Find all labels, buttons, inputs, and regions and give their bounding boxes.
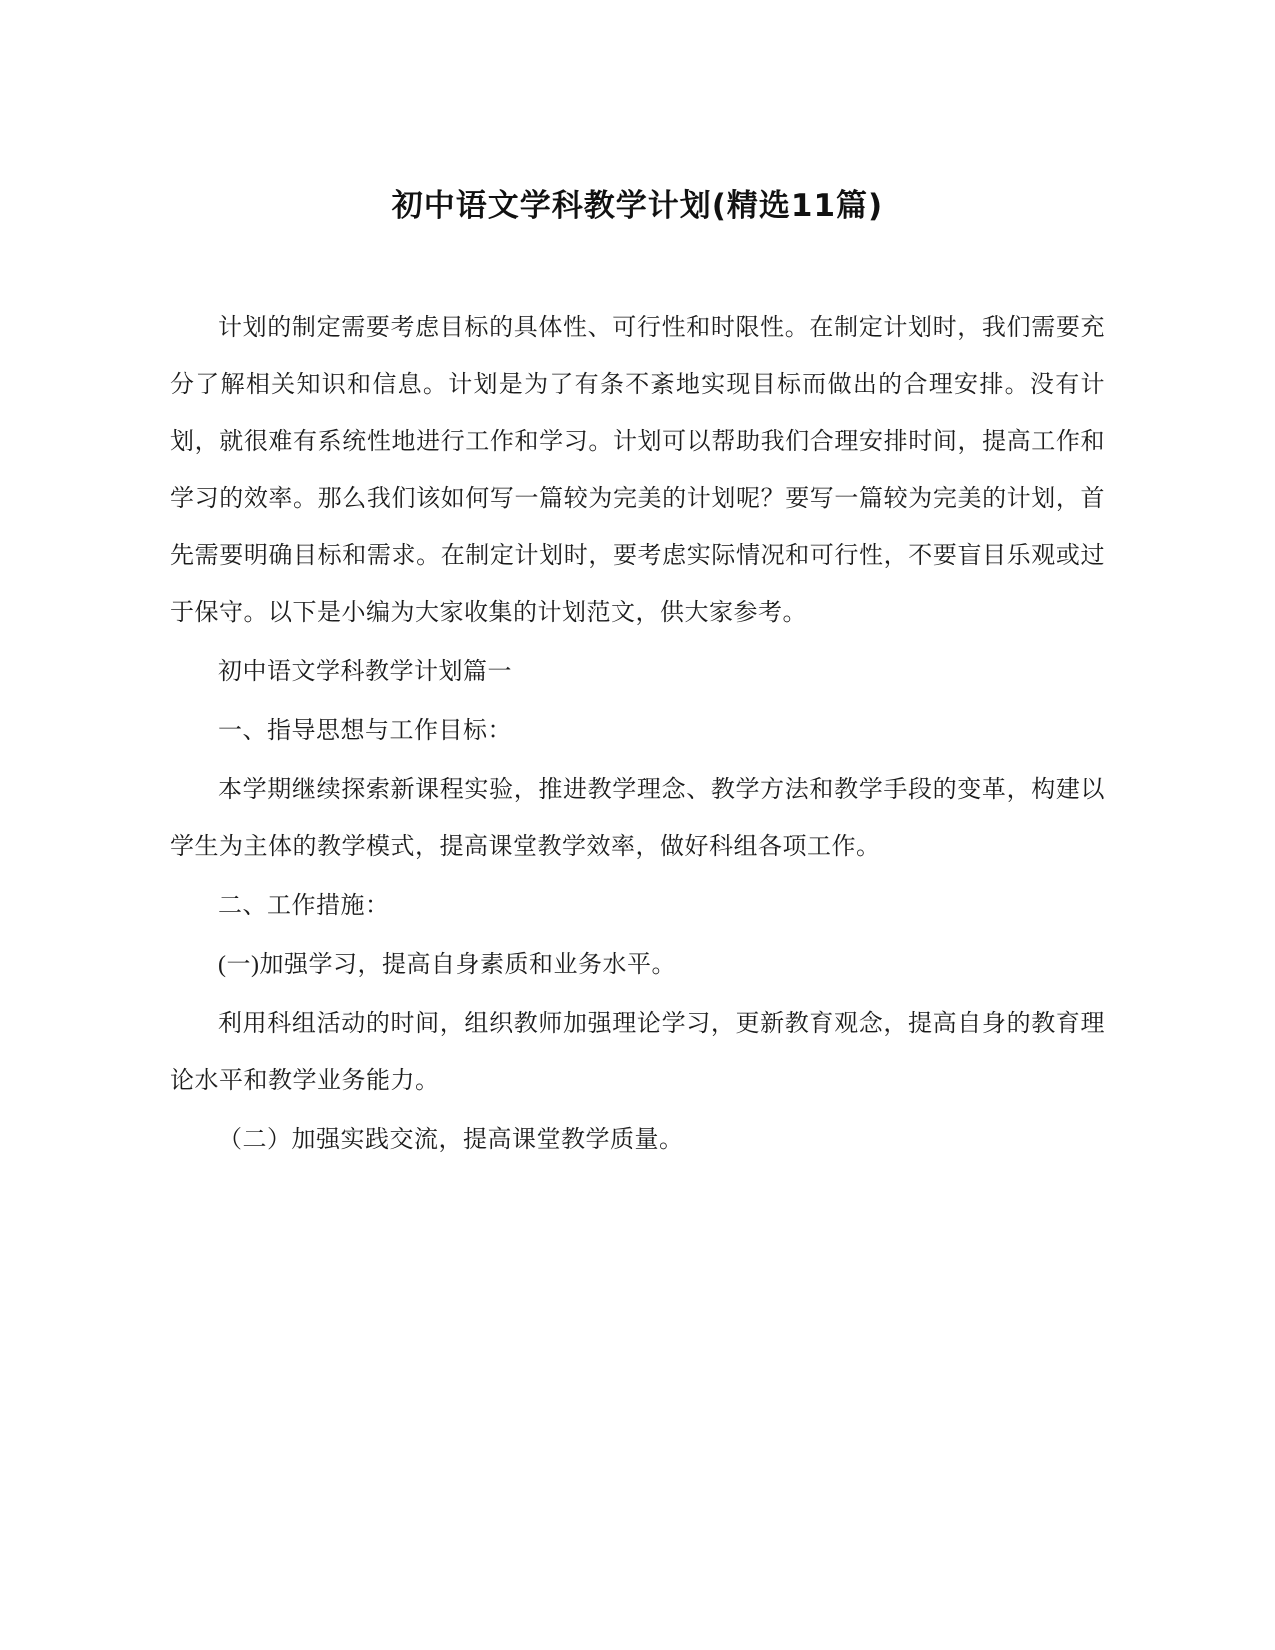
paragraph-intro: 计划的制定需要考虑目标的具体性、可行性和时限性。在制定计划时，我们需要充分了解相关知识和信息。计划是为了有条不紊地实现目标而做出的合理安排。没有计划，就很难有系统性地进行工作和学习。计划可以帮助我们合理安排时间，提高工作和学习的效率。那么我们该如何写一篇较为完美的计划呢？要写一篇较为完美的计划，首先需要明确目标和需求。在制定计划时，要考虑实际情况和可行性，不要盲目乐观或过于保守。以下是小编为大家收集的计划范文，供大家参考。 [170, 315, 1105, 627]
paragraph-section-heading-1: 初中语文学科教学计划篇一 [218, 659, 512, 686]
paragraph-measure-1-body: 利用科组活动的时间，组织教师加强理论学习，更新教育观念，提高自身的教育理论水平和教学业务能力。 [170, 1011, 1105, 1095]
paragraph-heading-work-measures: 二、工作措施： [218, 893, 390, 920]
paragraph-heading-guiding-ideology: 一、指导思想与工作目标： [218, 718, 512, 745]
document-body [170, 300, 1105, 1169]
paragraph-measure-1-title: (一)加强学习，提高自身素质和业务水平。 [218, 952, 676, 979]
paragraph-body-guiding-ideology: 本学期继续探索新课程实验，推进教学理念、教学方法和教学手段的变革，构建以学生为主体的教学模式，提高课堂教学效率，做好科组各项工作。 [170, 777, 1105, 861]
page-title: 初中语文学科教学计划(精选11篇) [391, 188, 884, 224]
paragraph-measure-2-title: （二）加强实践交流，提高课堂教学质量。 [218, 1127, 684, 1154]
